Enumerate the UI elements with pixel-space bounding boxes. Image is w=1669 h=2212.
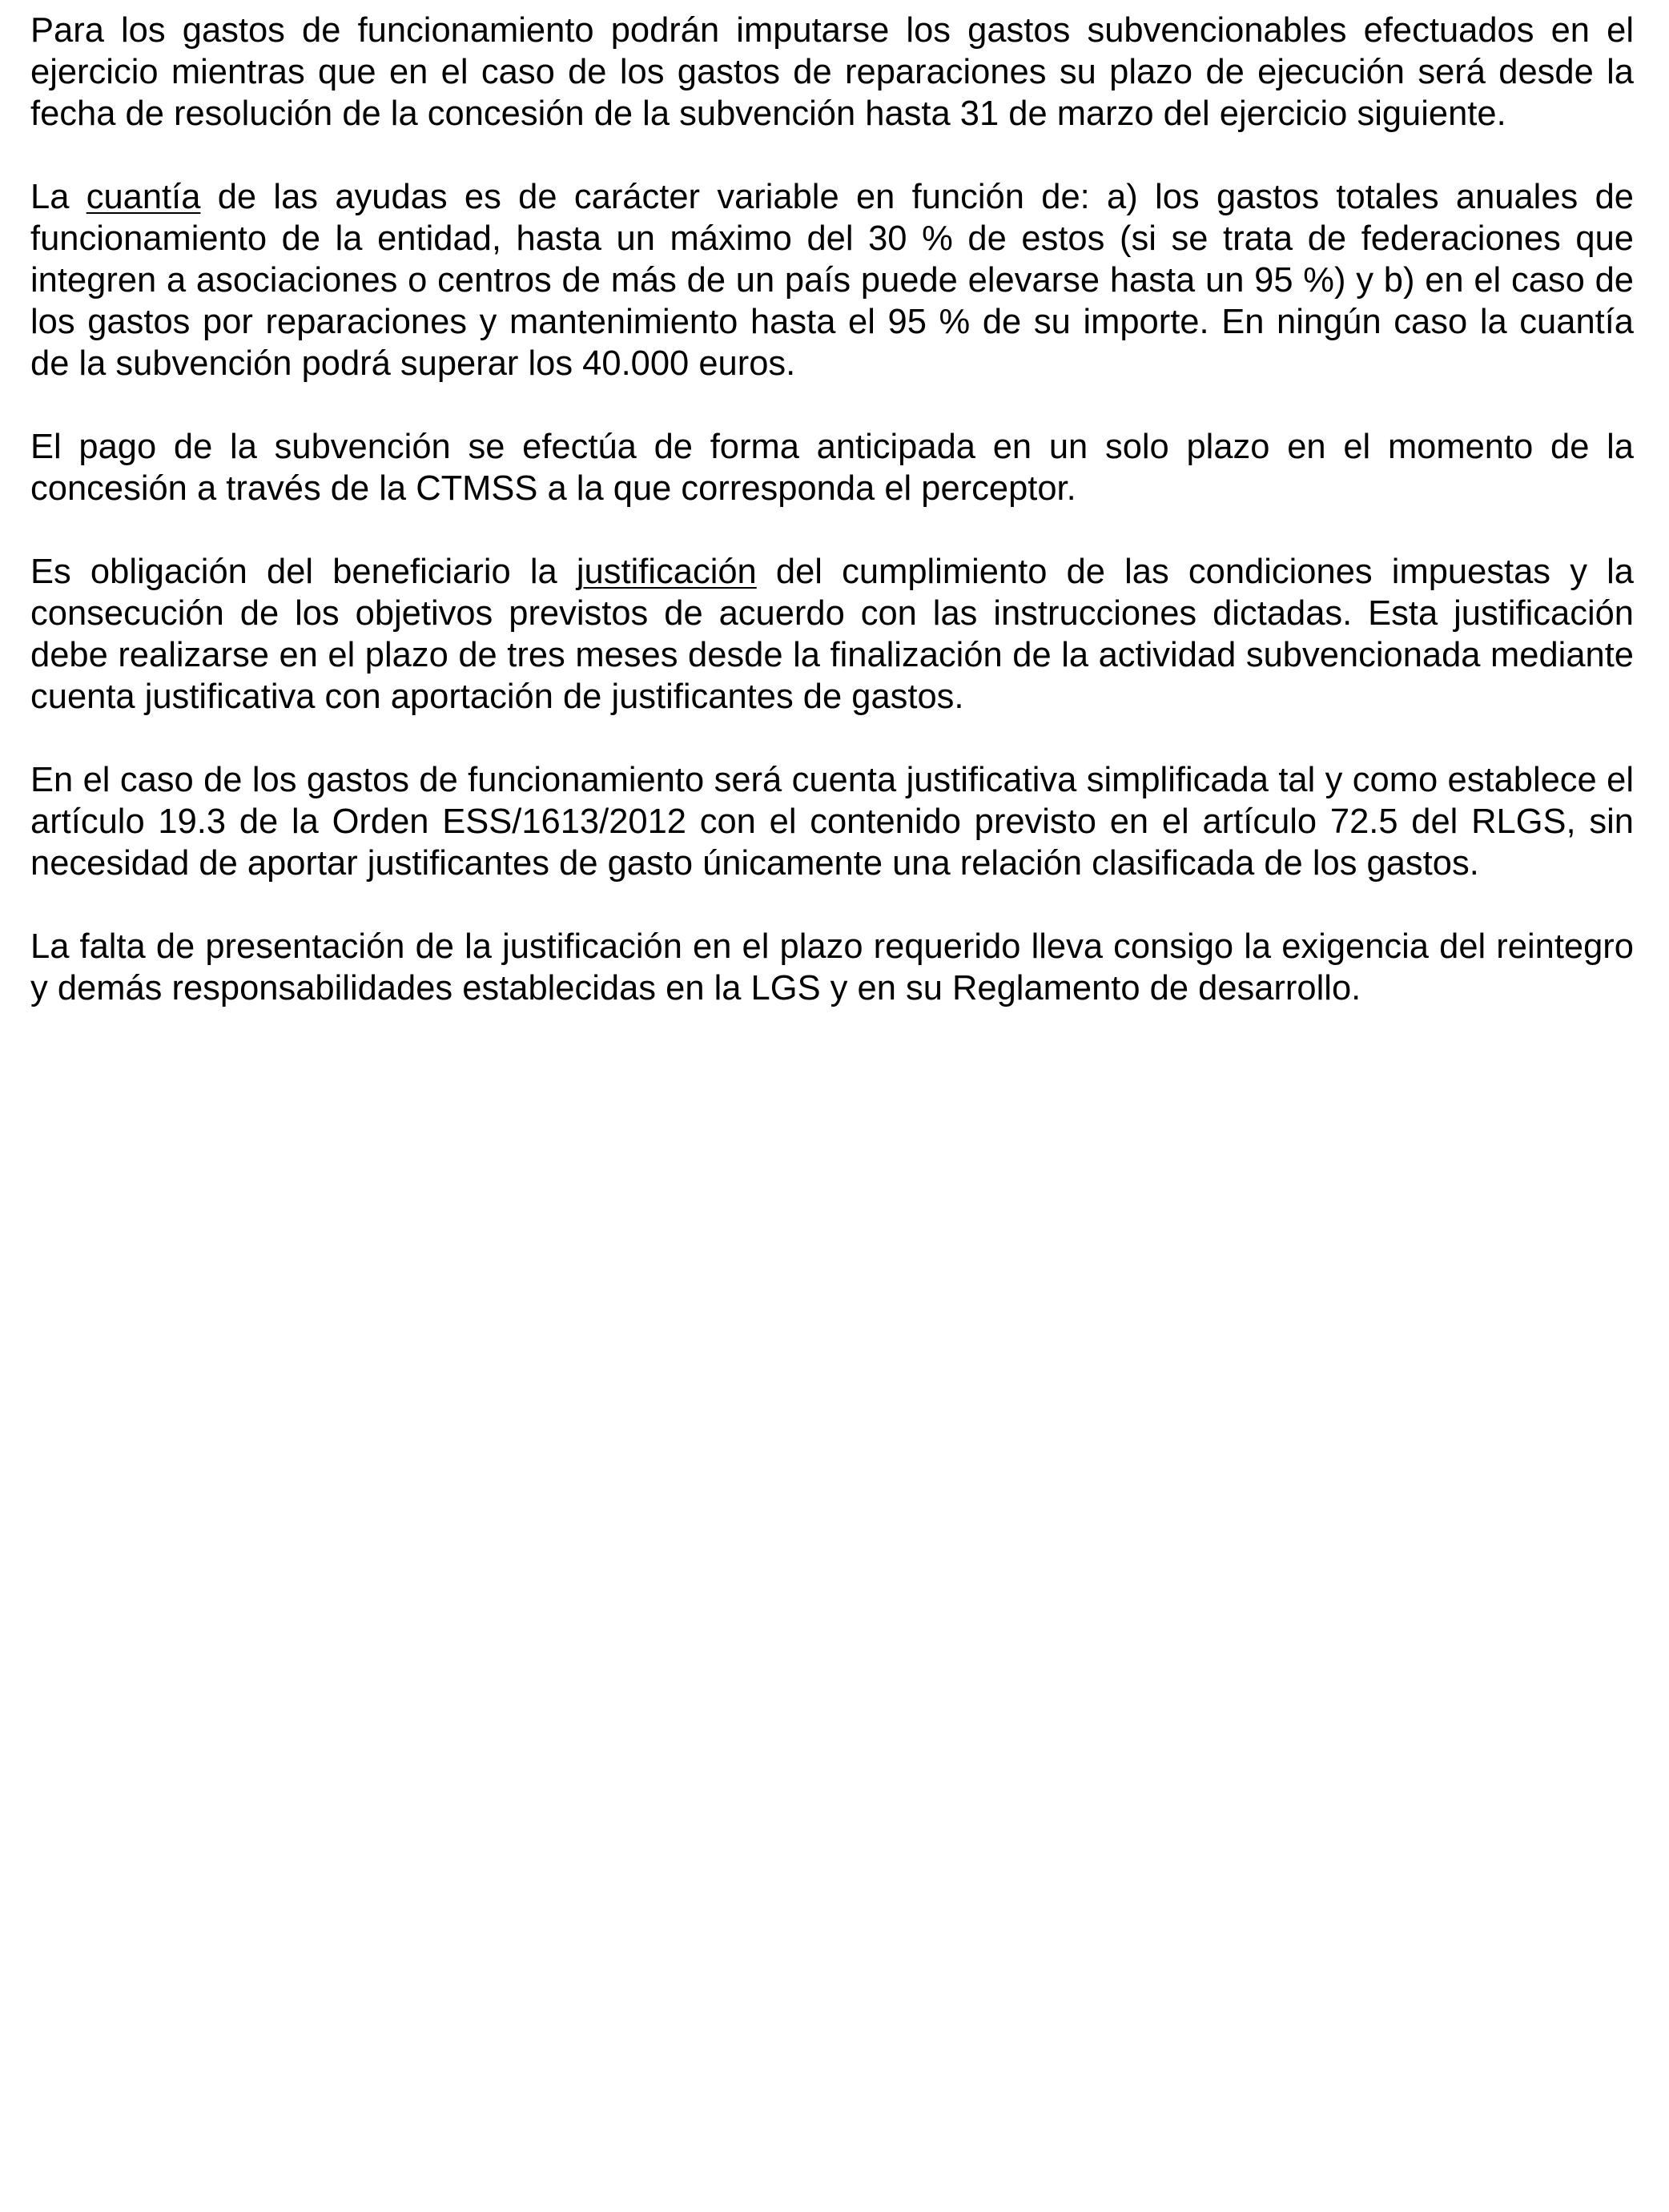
paragraph-gastos-funcionamiento: Para los gastos de funcionamiento podrán imputarse los gastos subvencionables efectuados en el ejercicio mientras que en el caso de los gastos de reparaciones su plazo de ejecución será desde la fecha de resolución de la concesión de la subvención hasta 31 de marzo del ejercicio siguiente. <box>30 11 1634 133</box>
paragraph-cuenta-simplificada: En el caso de los gastos de funcionamiento será cuenta justificativa simplificada tal y como establece el artículo 19.3 de la Orden ESS/1613/2012 con el contenido previsto en el artículo 72.5 del RLGS, sin necesidad de aportar justificantes de gasto únicamente una relación clasificada de los gastos. <box>30 761 1634 883</box>
paragraph-falta-presentacion: La falta de presentación de la justificación en el plazo requerido lleva consigo la exigencia del reintegro y demás responsabilidades establecidas en la LGS y en su Reglamento de desarrollo. <box>30 927 1634 1007</box>
paragraph-cuantia-body: de las ayudas es de carácter variable en función de: a) los gastos totales anuales de funcionamiento de la entidad, hasta un máximo del 30 % de estos (si se trata de federaciones que integren a asociaciones o centros de más de un país puede elevarse hasta un 95 %) y b) en el caso de los gastos por reparaciones y mantenimiento hasta el 95 % de su importe. En ningún caso la cuantía de la subvención podrá superar los 40.000 euros. <box>30 178 1634 383</box>
paragraph-justificacion-body: del cumplimiento de las condiciones impuestas y la consecución de los objetivos previstos de acuerdo con las instrucciones dictadas. Esta justificación debe realizarse en el plazo de tres meses desde la finalización de la actividad subvencionada mediante cuenta justificativa con aportación de justificantes de gastos. <box>30 553 1635 716</box>
term-justificacion: justificación <box>576 553 757 591</box>
paragraph-cuantia-lead: La <box>30 178 86 216</box>
paragraph-cuantia <box>30 176 1634 384</box>
paragraph-justificacion-lead: Es obligación del beneficiario la <box>30 553 577 591</box>
term-cuantia: cuantía <box>86 178 201 216</box>
paragraph-justificacion <box>30 551 1634 718</box>
paragraph-pago: El pago de la subvención se efectúa de forma anticipada en un solo plazo en el momento de la concesión a través de la CTMSS a la que corresponda el perceptor. <box>30 428 1634 508</box>
document-page <box>30 10 1634 1051</box>
